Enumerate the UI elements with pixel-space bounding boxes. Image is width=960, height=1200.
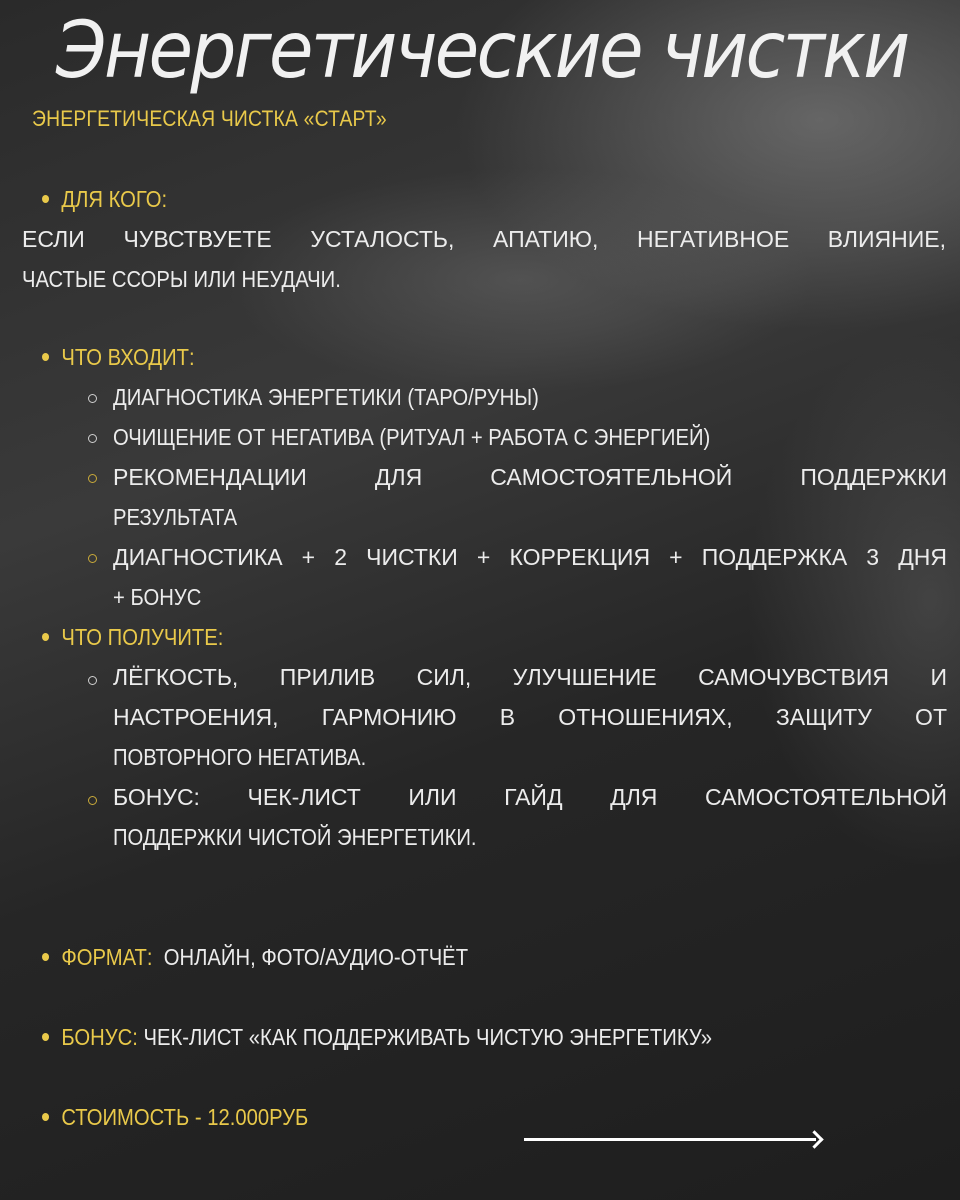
for-whom-text-line1: ЕСЛИ ЧУВСТВУЕТЕ УСТАЛОСТЬ, АПАТИЮ, НЕГАТИВНОЕ ВЛИЯНИЕ, [22,226,946,252]
included-item-cont: РЕЗУЛЬТАТА [113,504,238,530]
bonus-line [42,1024,712,1051]
included-item: ДИАГНОСТИКА ЭНЕРГЕТИКИ (ТАРО/РУНЫ) [113,384,539,410]
sub-bullet-icon [88,676,97,685]
format-value: ОНЛАЙН, ФОТО/АУДИО-ОТЧЁТ [163,944,469,970]
bonus-label: БОНУС: [61,1024,138,1050]
bullet-icon [42,633,49,641]
for-whom-text-line2: ЧАСТЫЕ ССОРЫ ИЛИ НЕУДАЧИ. [22,266,341,292]
arrow-shaft [524,1138,816,1141]
results-item: БОНУС: ЧЕК-ЛИСТ ИЛИ ГАЙД ДЛЯ САМОСТОЯТЕЛЬНОЙ [113,784,947,810]
results-label: ЧТО ПОЛУЧИТЕ: [61,624,224,650]
bullet-icon [42,353,49,361]
bullet-icon [42,1033,49,1041]
sub-bullet-icon [88,796,97,805]
included-label: ЧТО ВХОДИТ: [61,344,195,370]
page-title: Энергетические чистки [56,6,908,96]
bullet-icon [42,195,49,203]
included-item: РЕКОМЕНДАЦИИ ДЛЯ САМОСТОЯТЕЛЬНОЙ ПОДДЕРЖКИ [113,464,947,490]
bonus-value: ЧЕК-ЛИСТ «КАК ПОДДЕРЖИВАТЬ ЧИСТУЮ ЭНЕРГЕТИКУ» [143,1024,713,1050]
results-heading [42,624,223,651]
for-whom-label: ДЛЯ КОГО: [61,186,168,212]
bullet-icon [42,953,49,961]
for-whom-heading [42,186,167,213]
sub-bullet-icon [88,434,97,443]
sub-bullet-icon [88,554,97,563]
included-item-cont: + БОНУС [113,584,202,610]
format-label: ФОРМАТ: [61,944,153,970]
sub-bullet-icon [88,394,97,403]
included-heading [42,344,195,371]
results-item: ЛЁГКОСТЬ, ПРИЛИВ СИЛ, УЛУЧШЕНИЕ САМОЧУВСТВИЯ И [113,664,947,690]
sub-bullet-icon [88,474,97,483]
results-item-cont: ПОВТОРНОГО НЕГАТИВА. [113,744,367,770]
bullet-icon [42,1113,49,1121]
format-line [42,944,468,971]
arrow-head [805,1130,823,1148]
offer-subtitle: ЭНЕРГЕТИЧЕСКАЯ ЧИСТКА «СТАРТ» [32,106,387,131]
results-item-cont: НАСТРОЕНИЯ, ГАРМОНИЮ В ОТНОШЕНИЯХ, ЗАЩИТУ ОТ [113,704,947,730]
included-item: ДИАГНОСТИКА + 2 ЧИСТКИ + КОРРЕКЦИЯ + ПОДДЕРЖКА 3 ДНЯ [113,544,947,570]
price-line [42,1104,308,1131]
included-item: ОЧИЩЕНИЕ ОТ НЕГАТИВА (РИТУАЛ + РАБОТА С ЭНЕРГИЕЙ) [113,424,711,450]
results-item-cont: ПОДДЕРЖКИ ЧИСТОЙ ЭНЕРГЕТИКИ. [113,824,477,850]
price-label: СТОИМОСТЬ - 12.000РУБ [61,1104,309,1130]
